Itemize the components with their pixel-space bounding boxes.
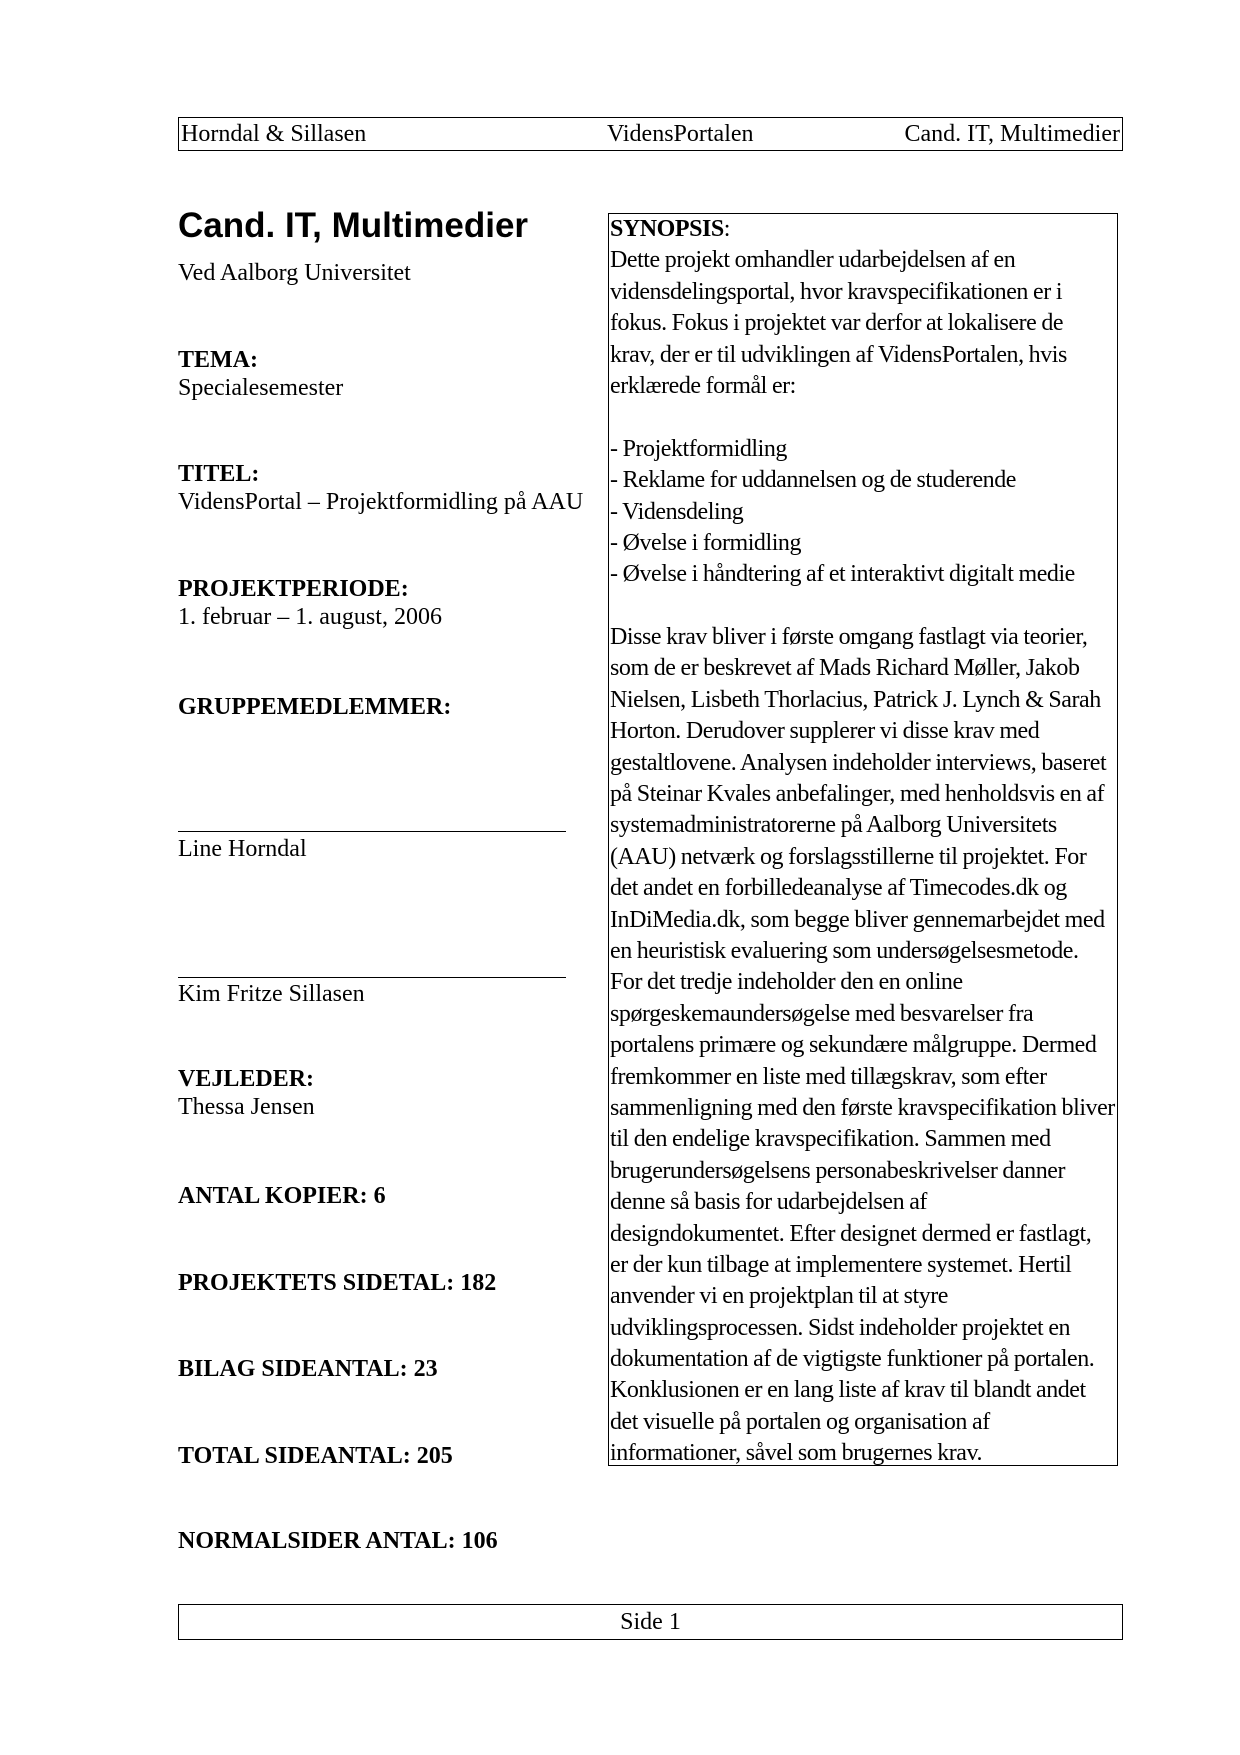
synopsis-line: designdokumentet. Efter designet dermed er fastlagt, <box>610 1220 1092 1247</box>
page-number: Side 1 <box>620 1609 681 1635</box>
synopsis-line: spørgeskemaundersøgelse med besvarelser fra <box>610 1000 1034 1027</box>
signature-line-2 <box>178 977 566 978</box>
synopsis-line: - Reklame for uddannelsen og de studerende <box>610 467 1016 494</box>
synopsis-line: det visuelle på portalen og organisation af <box>610 1408 990 1435</box>
signature-line-1 <box>178 831 566 832</box>
synopsis-line: brugerundersøgelsens personabeskrivelser danner <box>610 1157 1066 1184</box>
synopsis-line: det andet en forbilledeanalyse af Timecodes.dk og <box>610 875 1067 902</box>
member-1-name: Line Horndal <box>178 836 307 862</box>
synopsis-line <box>610 402 1117 433</box>
synopsis-line: erklærede formål er: <box>610 372 796 399</box>
synopsis-line: Nielsen, Lisbeth Thorlacius, Patrick J. Lynch & Sarah <box>610 686 1101 713</box>
header-program: Cand. IT, Multimedier <box>904 121 1120 147</box>
gruppe-label: GRUPPEMEDLEMMER: <box>178 694 452 720</box>
tema-value: Specialesemester <box>178 375 344 401</box>
header-project: VidensPortalen <box>607 121 754 147</box>
synopsis-line: - Projektformidling <box>610 435 787 462</box>
periode-value: 1. februar – 1. august, 2006 <box>178 604 442 630</box>
synopsis-line: til den endelige kravspecifikation. Sammen med <box>610 1126 1051 1153</box>
total-sideantal: TOTAL SIDEANTAL: 205 <box>178 1443 453 1469</box>
normalsider-antal: NORMALSIDER ANTAL: 106 <box>178 1528 498 1554</box>
synopsis-box <box>608 213 1118 1466</box>
synopsis-line <box>610 591 1117 622</box>
synopsis-line: er der kun tilbage at implementere systemet. Hertil <box>610 1251 1072 1278</box>
vejleder-label: VEJLEDER: <box>178 1066 315 1092</box>
synopsis-line: fremkommer en liste med tillægskrav, som efter <box>610 1063 1047 1090</box>
titel-label: TITEL: <box>178 461 260 487</box>
tema-label: TEMA: <box>178 347 258 373</box>
synopsis-line: Horton. Derudover supplerer vi disse krav med <box>610 718 1040 745</box>
synopsis-line: systemadministratorerne på Aalborg Universitets <box>610 812 1057 839</box>
page-footer <box>178 1604 1123 1640</box>
synopsis-line: dokumentation af de vigtigste funktioner på portalen. <box>610 1346 1095 1373</box>
synopsis-line: krav, der er til udviklingen af VidensPortalen, hvis <box>610 341 1067 368</box>
synopsis-line: fokus. Fokus i projektet var derfor at lokalisere de <box>610 310 1064 337</box>
synopsis-line: på Steinar Kvales anbefalinger, med henholdsvis en af <box>610 781 1105 808</box>
vejleder-value: Thessa Jensen <box>178 1094 315 1120</box>
page-header <box>178 117 1123 151</box>
synopsis-line: Disse krav bliver i første omgang fastlagt via teorier, <box>610 624 1088 651</box>
university-line: Ved Aalborg Universitet <box>178 260 411 286</box>
synopsis-line: For det tredje indeholder den en online <box>610 969 963 996</box>
header-authors: Horndal & Sillasen <box>181 121 367 147</box>
bilag-sideantal: BILAG SIDEANTAL: 23 <box>178 1356 438 1382</box>
synopsis-line: gestaltlovene. Analysen indeholder interviews, baseret <box>610 749 1107 776</box>
synopsis-line: informationer, såvel som brugernes krav. <box>610 1440 983 1467</box>
projektets-sidetal: PROJEKTETS SIDETAL: 182 <box>178 1270 497 1296</box>
synopsis-line: Dette projekt omhandler udarbejdelsen af en <box>610 247 1016 274</box>
synopsis-line: - Vidensdeling <box>610 498 744 525</box>
synopsis-line: Konklusionen er en lang liste af krav til blandt andet <box>610 1377 1086 1404</box>
synopsis-label: SYNOPSIS <box>610 216 724 242</box>
synopsis-heading <box>610 214 1117 245</box>
synopsis-line: (AAU) netværk og forslagsstillerne til projektet. For <box>610 843 1087 870</box>
synopsis-line: denne så basis for udarbejdelsen af <box>610 1189 927 1216</box>
synopsis-line: portalens primære og sekundære målgruppe. Dermed <box>610 1032 1097 1059</box>
program-title: Cand. IT, Multimedier <box>178 206 529 245</box>
member-2-name: Kim Fritze Sillasen <box>178 981 365 1007</box>
titel-value: VidensPortal – Projektformidling på AAU <box>178 489 584 515</box>
synopsis-line: som de er beskrevet af Mads Richard Møller, Jakob <box>610 655 1080 682</box>
antal-kopier: ANTAL KOPIER: 6 <box>178 1183 386 1209</box>
synopsis-line: - Øvelse i håndtering af et interaktivt digitalt medie <box>610 561 1075 588</box>
synopsis-line: udviklingsprocessen. Sidst indeholder projektet en <box>610 1314 1071 1341</box>
synopsis-line: vidensdelingsportal, hvor kravspecifikationen er i <box>610 278 1063 305</box>
synopsis-line: en heuristisk evaluering som undersøgelsesmetode. <box>610 937 1079 964</box>
synopsis-line: sammenligning med den første kravspecifikation bliver <box>610 1094 1115 1121</box>
synopsis-line: anvender vi en projektplan til at styre <box>610 1283 948 1310</box>
synopsis-colon: : <box>723 216 730 242</box>
synopsis-line: InDiMedia.dk, som begge bliver gennemarbejdet med <box>610 906 1105 933</box>
periode-label: PROJEKTPERIODE: <box>178 576 409 602</box>
synopsis-line: - Øvelse i formidling <box>610 529 802 556</box>
